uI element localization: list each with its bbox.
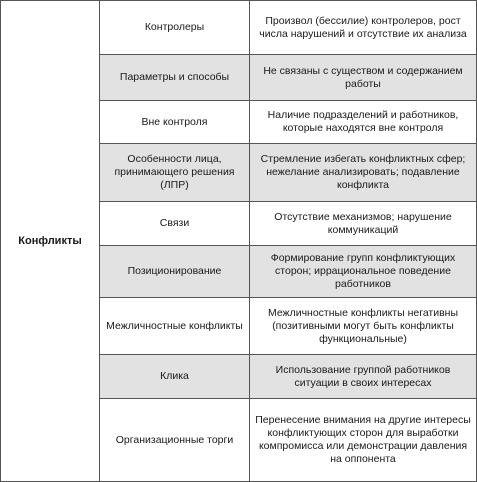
factor-cell: Параметры и способы (100, 55, 250, 101)
factor-cell: Вне контроля (100, 101, 250, 144)
description-cell: Не связаны с существом и содержанием работы (250, 55, 477, 101)
factor-cell: Связи (100, 202, 250, 246)
description-cell: Наличие подразделений и работников, которые находятся вне контроля (250, 101, 477, 144)
factor-cell: Клика (100, 355, 250, 399)
factor-cell: Межличностные конфликты (100, 298, 250, 355)
description-cell: Отсутствие механизмов; нарушение коммуникаций (250, 202, 477, 246)
factor-cell: Контролеры (100, 1, 250, 55)
description-cell: Межличностные конфликты негативны (позитивными могут быть конфликты функциональные) (250, 298, 477, 355)
table-row (1, 1, 477, 55)
description-cell: Формирование групп конфликтующих сторон; иррациональное поведение работников (250, 246, 477, 298)
description-cell: Перенесение внимания на другие интересы конфликтующих сторон для выработки компромисса или демонстрации давления на оппонента (250, 399, 477, 482)
category-cell: Конфликты (1, 1, 100, 482)
factor-cell: Организационные торги (100, 399, 250, 482)
description-cell: Использование группой работников ситуации в своих интересах (250, 355, 477, 399)
description-cell: Произвол (бессилие) контролеров, рост числа нарушений и отсутствие их анализа (250, 1, 477, 55)
description-cell: Стремление избегать конфликтных сфер; нежелание анализировать; подавление конфликта (250, 144, 477, 202)
factor-cell: Позиционирование (100, 246, 250, 298)
factor-cell: Особенности лица, принимающего решения (ЛПР) (100, 144, 250, 202)
